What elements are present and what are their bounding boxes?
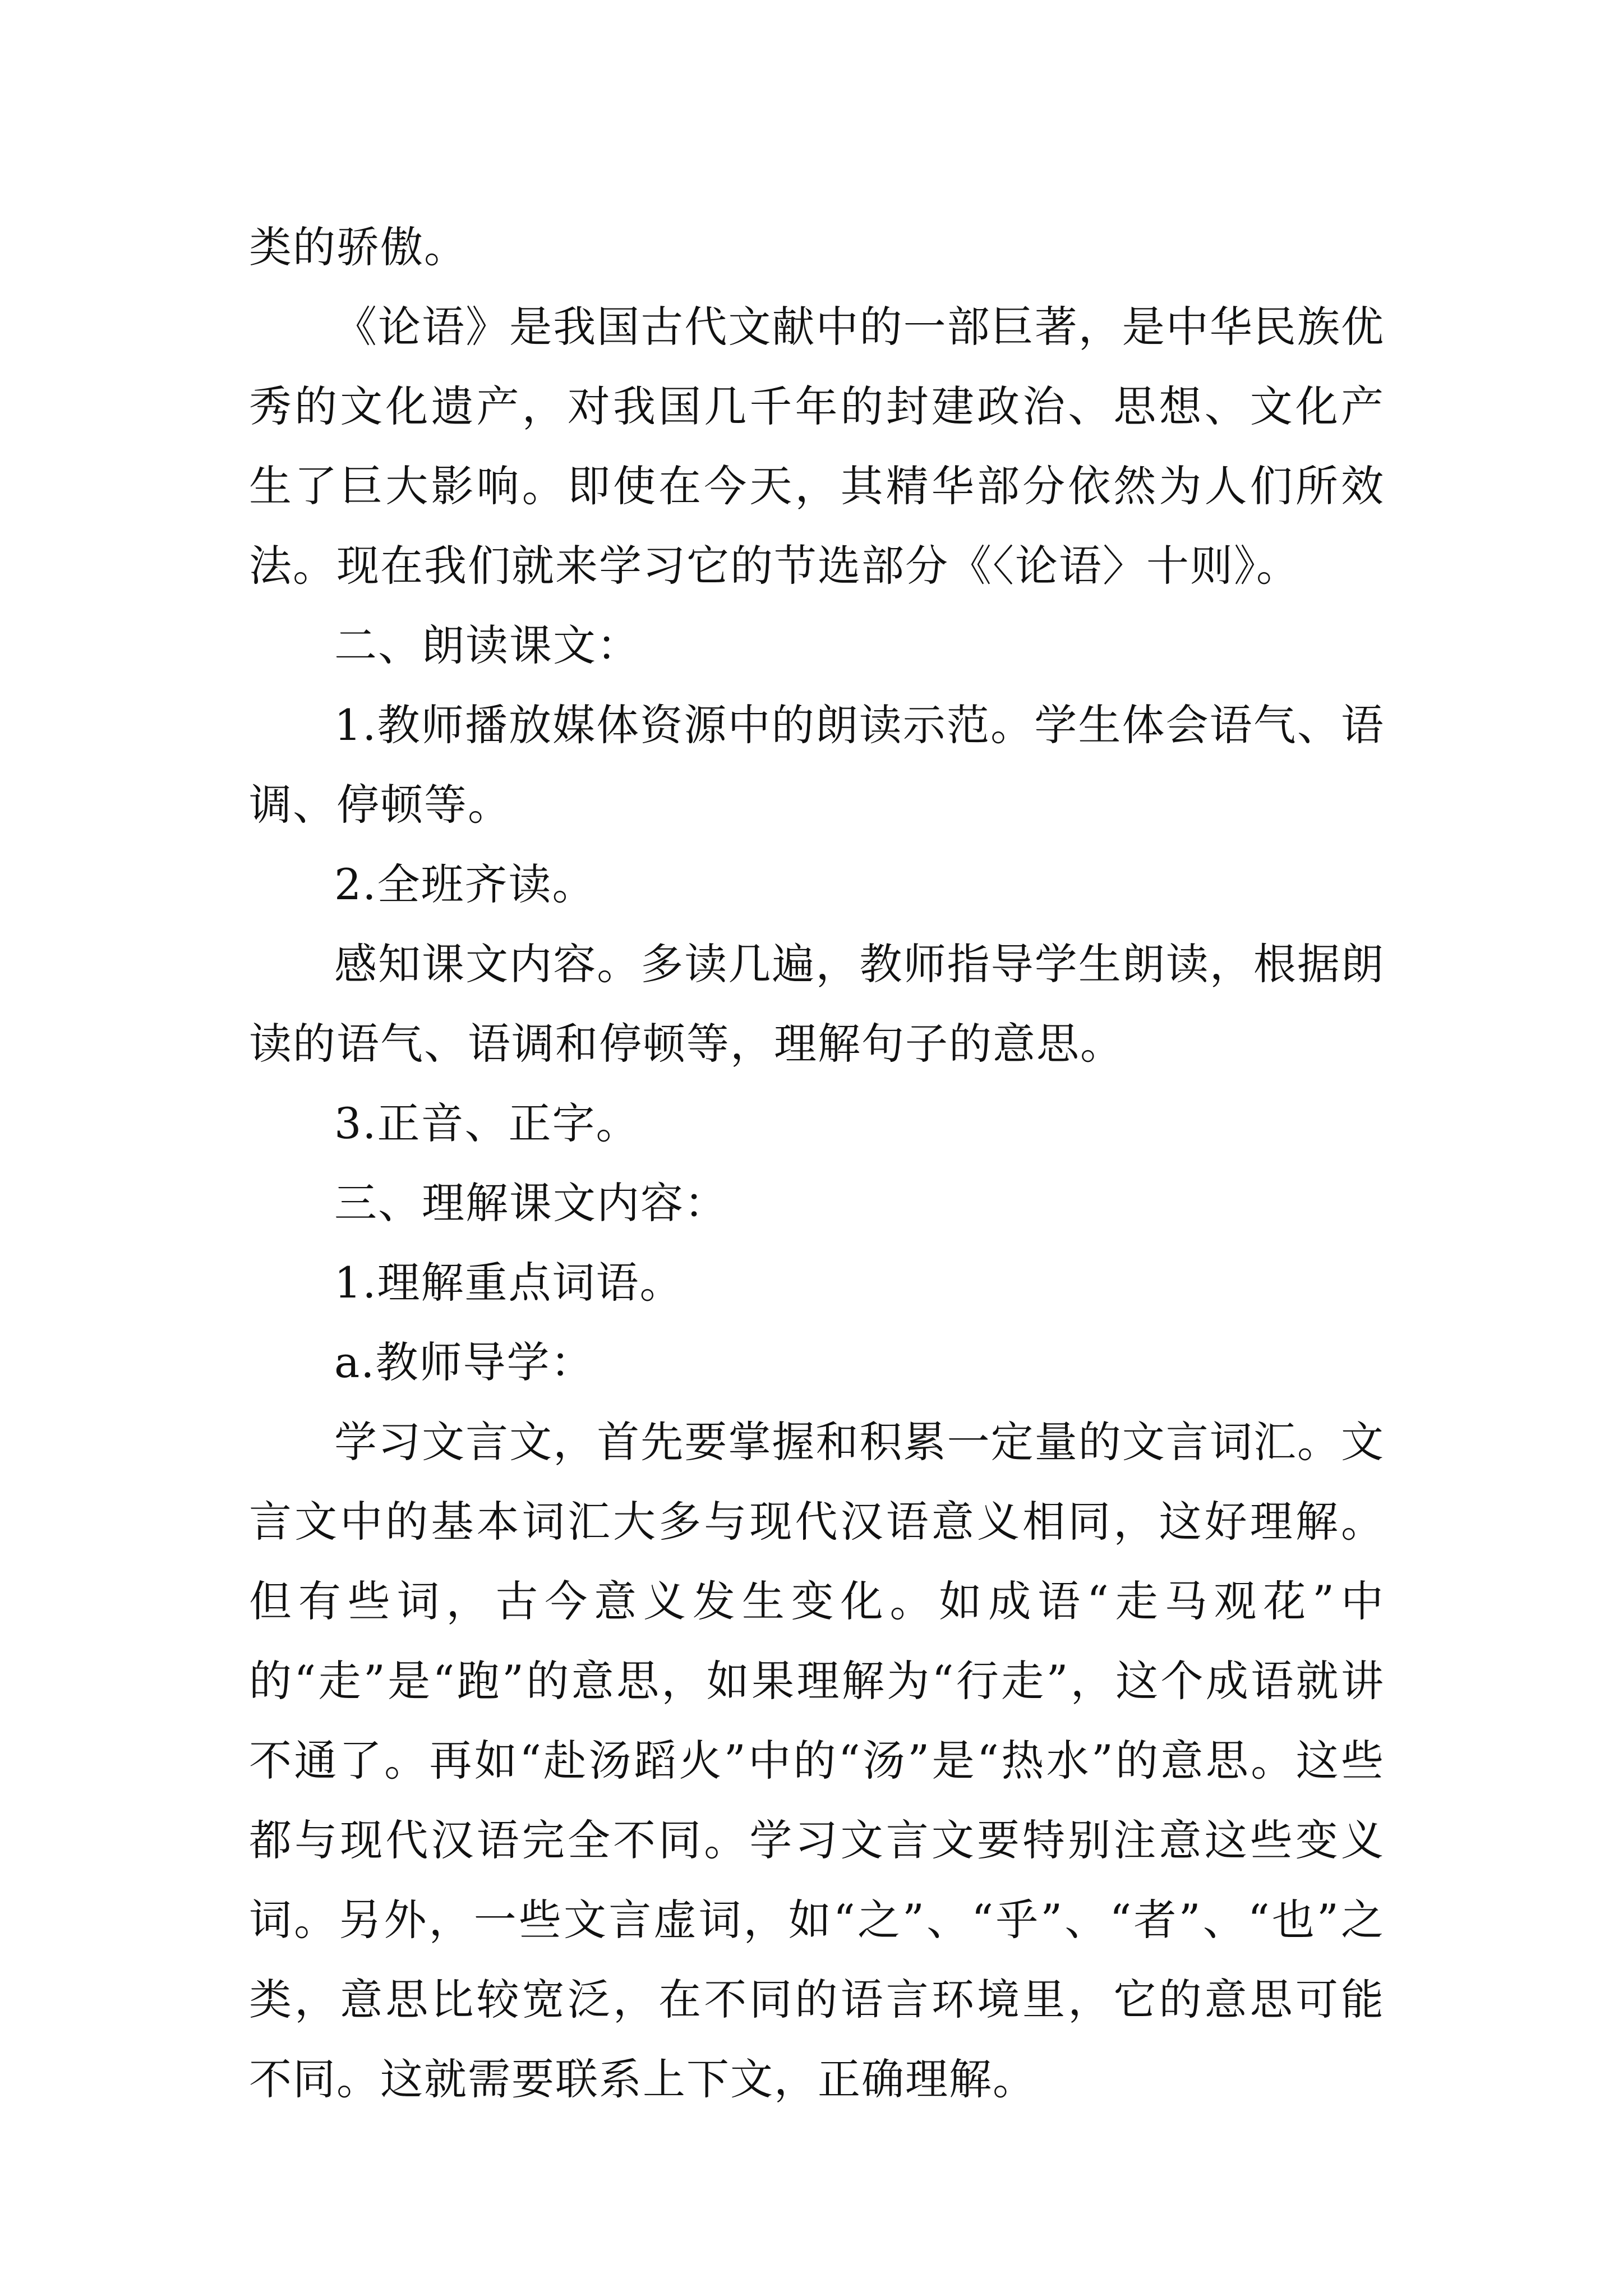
section-heading-reading: 二、朗读课文： <box>334 620 640 670</box>
paragraph-perceive-content: 感知课文内容。多读几遍，教师指导学生朗读，根据朗读的语气、语调和停顿等，理解句子的意思。 <box>249 939 1385 1069</box>
paragraph-classical-vocabulary: 学习文言文，首先要掌握和积累一定量的文言词汇。文言文中的基本词汇大多与现代汉语意义相同，这好理解。但有些词，古今意义发生变化。如成语“走马观花”中的“走”是“跑”的意思，如果理解为“行走”，这个成语就讲不通了。再如“赴汤蹈火”中的“汤”是“热水”的意思。这些都与现代汉语完全不同。学习文言文要特别注意这些变义词。另外，一些文言虚词，如“之”、“乎”、“者”、“也”之类，意思比较宽泛，在不同的语言环境里，它的意思可能不同。这就需要联系上下文，正确理解。 <box>249 1417 1385 2104</box>
document-body <box>249 208 1385 2119</box>
list-item-reading-3: 3.正音、正字。 <box>334 1098 640 1148</box>
list-item-reading-2: 2.全班齐读。 <box>334 859 596 909</box>
list-item-understanding-1: 1.理解重点词语。 <box>334 1258 684 1308</box>
sub-item-teacher-guide: a.教师导学： <box>334 1337 594 1387</box>
section-heading-understanding: 三、理解课文内容： <box>334 1178 728 1228</box>
paragraph-continuation: 类的骄傲。 <box>249 222 468 272</box>
list-item-reading-1: 1.教师播放媒体资源中的朗读示范。学生体会语气、语调、停顿等。 <box>249 700 1385 830</box>
paragraph-lunyu-intro: 《论语》是我国古代文献中的一部巨著，是中华民族优秀的文化遗产，对我国几千年的封建政治、思想、文化产生了巨大影响。即使在今天，其精华部分依然为人们所效法。现在我们就来学习它的节选部分《〈论语〉十则》。 <box>249 302 1385 591</box>
